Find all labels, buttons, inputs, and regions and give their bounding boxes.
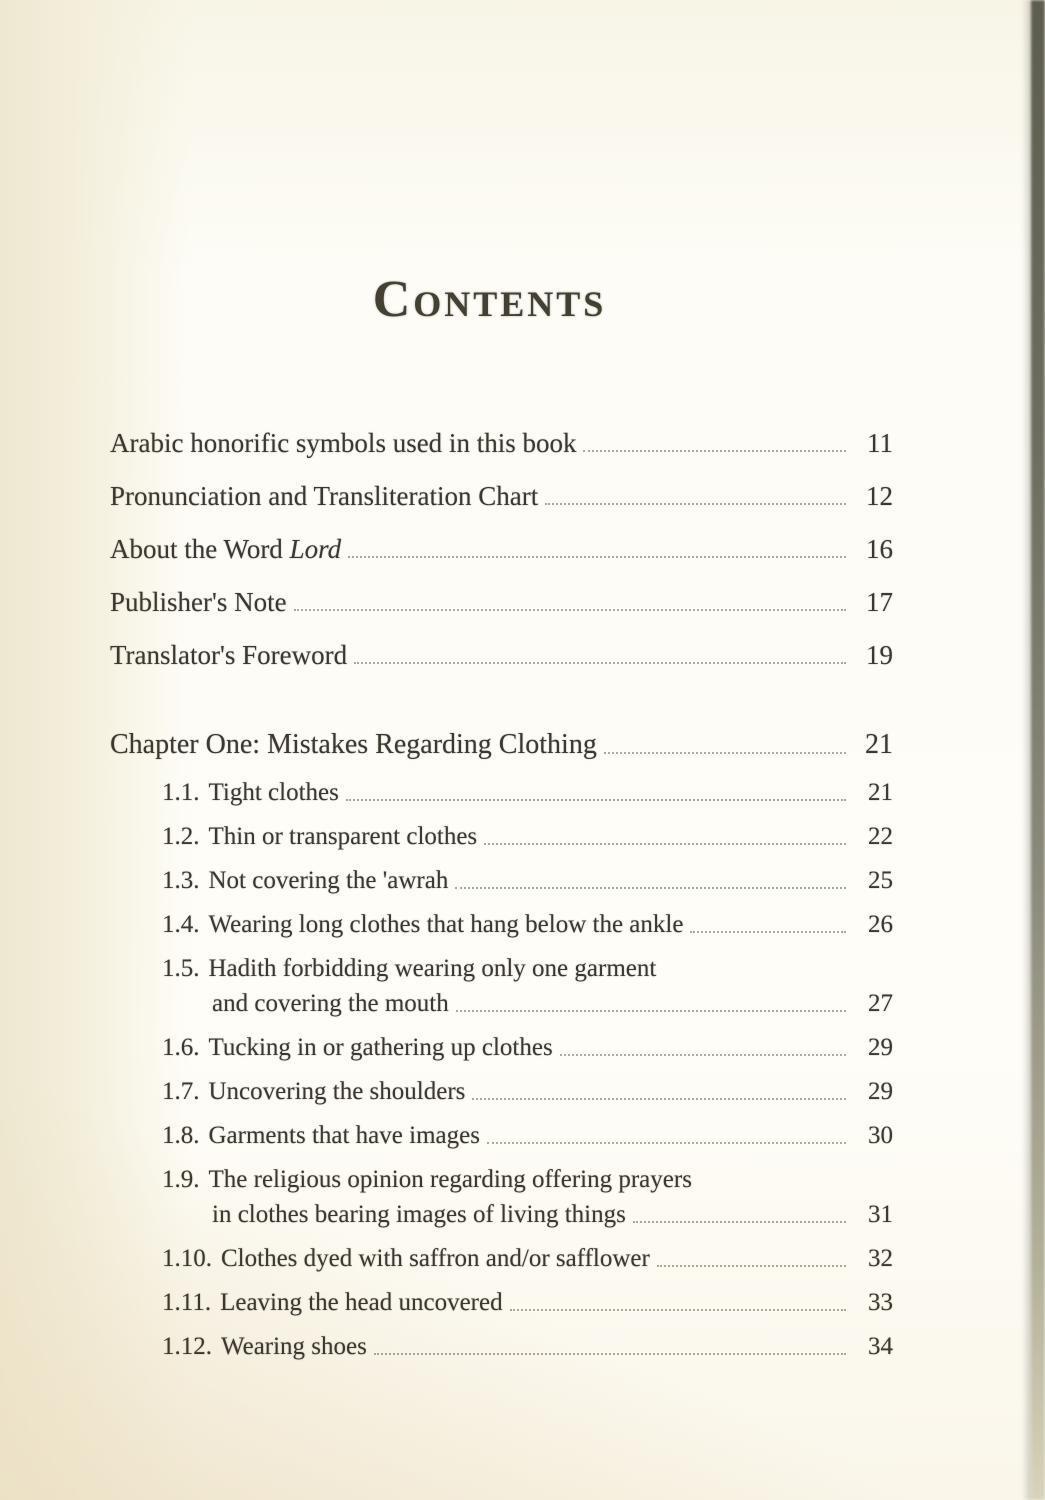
page-number: 29: [868, 1078, 893, 1105]
toc-label: Pronunciation and Transliteration Chart: [110, 481, 539, 511]
toc-label: Leaving the head uncovered: [220, 1289, 503, 1316]
toc-label: Tight clothes: [208, 779, 339, 806]
toc-row: [110, 428, 893, 459]
toc-row: [162, 866, 893, 896]
toc-label: Hadith forbidding wearing only one garment: [208, 955, 657, 982]
toc-label: Garments that have images: [208, 1122, 480, 1149]
toc-label: Arabic honorific symbols used in this book: [110, 428, 577, 458]
toc-content: [110, 0, 893, 1376]
toc-row-line1: [162, 1165, 893, 1195]
page-number: 16: [866, 534, 893, 564]
dot-leader: [545, 503, 846, 505]
page-number: 25: [868, 867, 893, 894]
toc-label: Publisher's Note: [110, 587, 287, 617]
page-number: 27: [868, 990, 893, 1017]
dot-leader: [455, 887, 846, 889]
toc-label-continuation: in clothes bearing images of living things: [212, 1201, 626, 1228]
dot-leader: [487, 1142, 846, 1144]
page-number: 21: [865, 729, 893, 760]
toc-row-two-line: [162, 1165, 893, 1230]
dot-leader: [374, 1353, 846, 1355]
toc-row: [162, 1332, 893, 1362]
toc-label: Uncovering the shoulders: [208, 1078, 466, 1105]
page-number: 29: [868, 1034, 893, 1061]
toc-label: The religious opinion regarding offering prayers: [208, 1166, 692, 1193]
toc-label-italic: Lord: [289, 534, 342, 564]
dot-leader: [633, 1221, 846, 1223]
dot-leader: [456, 1010, 846, 1012]
toc-label: Not covering the 'awrah: [208, 867, 449, 894]
toc-row: [162, 778, 893, 808]
toc-row-line1: [162, 954, 893, 984]
dot-leader: [294, 609, 846, 611]
toc-row: [162, 910, 893, 940]
chapter-title: Chapter One: Mistakes Regarding Clothing: [110, 729, 597, 760]
page-number: 12: [866, 481, 893, 511]
section-number: 1.1.: [162, 779, 200, 806]
page-number: 26: [868, 911, 893, 938]
toc-row: [110, 481, 893, 512]
dot-leader: [484, 843, 846, 845]
dot-leader: [510, 1309, 846, 1311]
page-number: 22: [868, 823, 893, 850]
toc-row: [110, 640, 893, 671]
page-number: 30: [868, 1122, 893, 1149]
section-number: 1.6.: [162, 1034, 200, 1061]
section-number: 1.5.: [162, 955, 200, 982]
section-number: 1.8.: [162, 1122, 200, 1149]
toc-label-continuation: and covering the mouth: [212, 990, 449, 1017]
section-number: 1.4.: [162, 911, 200, 938]
toc-row: [162, 1121, 893, 1151]
toc-row-two-line: [162, 954, 893, 1019]
toc-row: [110, 534, 893, 565]
page-number: 19: [866, 640, 893, 670]
toc-row: [162, 1288, 893, 1318]
dot-leader: [604, 752, 846, 754]
toc-row-line2: [212, 989, 893, 1019]
dot-leader: [560, 1054, 846, 1056]
toc-row: [110, 587, 893, 618]
toc-label: Clothes dyed with saffron and/or safflower: [221, 1245, 650, 1272]
section-number: 1.12.: [162, 1333, 212, 1360]
toc-label: Wearing shoes: [221, 1333, 367, 1360]
page-number: 34: [868, 1333, 893, 1360]
chapter-heading-row: [110, 729, 893, 761]
page-number: 33: [868, 1289, 893, 1316]
section-number: 1.9.: [162, 1166, 200, 1193]
toc-label: Wearing long clothes that hang below the ankle: [208, 911, 684, 938]
toc-label: [110, 534, 341, 565]
toc-label-text: About the Word: [110, 534, 290, 564]
dot-leader: [657, 1265, 846, 1267]
page-number: 31: [868, 1201, 893, 1228]
toc-row: [162, 1033, 893, 1063]
dot-leader: [346, 799, 846, 801]
page-number: 17: [866, 587, 893, 617]
section-number: 1.7.: [162, 1078, 200, 1105]
dot-leader: [472, 1098, 846, 1100]
toc-label: Translator's Foreword: [110, 640, 348, 670]
dot-leader: [348, 556, 846, 558]
toc-label: Thin or transparent clothes: [208, 823, 478, 850]
toc-row: [162, 1244, 893, 1274]
page-number: 32: [868, 1245, 893, 1272]
section-number: 1.2.: [162, 823, 200, 850]
page-number: 11: [867, 428, 893, 458]
toc-row: [162, 1077, 893, 1107]
front-matter-list: [110, 428, 893, 671]
dot-leader: [354, 662, 846, 664]
section-list: [110, 778, 893, 1362]
dot-leader: [690, 931, 846, 933]
page-title: Contents: [372, 271, 607, 328]
toc-row: [162, 822, 893, 852]
page-number: 21: [868, 779, 893, 806]
section-number: 1.10.: [162, 1245, 212, 1272]
dot-leader: [583, 450, 846, 452]
section-number: 1.11.: [162, 1289, 212, 1316]
page-edge-shadow: [1031, 0, 1045, 1500]
toc-row-line2: [212, 1200, 893, 1230]
toc-label: Tucking in or gathering up clothes: [208, 1034, 553, 1061]
table-of-contents: [110, 428, 893, 1362]
section-number: 1.3.: [162, 867, 200, 894]
